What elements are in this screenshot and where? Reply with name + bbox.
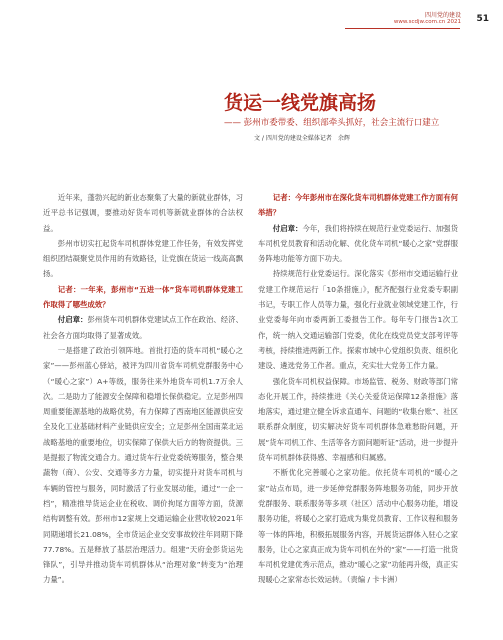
header-divider xyxy=(345,28,460,29)
interview-answer xyxy=(43,312,243,343)
answer-speaker-label: 付启章： xyxy=(272,223,303,233)
body-paragraph: 不断优化完善暖心之家功能。依托货车司机的“暖心之家”站点布局，进一步延伸党群服务阵地服务功能，同步开放党群服务、联系服务等多项（社区）活动中心服务功能，增设服务功能，将暖心之家打造成为集党员教育、工作议程和服务等一体的阵地，积极拓展服务内容，开展货运群体入驻心之家服务，让心之家真正成为货车司机在外的“家”——打造一批货车司机党建优秀示范点，推动“暖心之家”功能再升级，真正实现暖心之家常态长效运转。（责编 / 卡卡洲） xyxy=(258,468,458,585)
publication-url: www.scdjw.com.cn 2021 xyxy=(393,19,461,25)
article-title: 货运一线党旗高扬 xyxy=(224,92,377,114)
article-subtitle: —— 彭州市委带委、组织部牵头抓好，社会主流行口建立 xyxy=(224,118,440,128)
body-paragraph: 一是搭建了政治引领阵地。首批打造的货车司机“暖心之家”——彭州蓝心驿站，被评为四川省货车司机党群服务中心（“暖心之家”）A+等级，服务往来外地货车司机1.7万余人次。二是助力了能源安全保障和稳增长保供稳定。立足彭州四周重要能源基地的战略优势，有力保障了西南地区能源供应安全及化工业基础材料产业链供应安全；立足彭州全国南菜北运战略基地的重要地位，切实保障了保供大后方的物资提供。三是提振了物流交通合力。通过货车行业党委统筹服务，整合果蔬物（商）、公安、交通等多方力量，切实提升对货车司机与车辆的管控与服务，同时激活了行业发展动能，通过“一企一档”，精准推导货运企业在税收、调价拘尾方面等方面，货源结构调整有效。彭州市12家规上交通运输企业营收较2021年同期递增长21.08%，全市货运企业交安事故较往年同期下降77.78%。五是释放了基层治理活力。组建“天府金彭货运先锋队”，引导并推动货车司机群体从“治理对象”转变为“治理力量”。 xyxy=(43,345,243,585)
interview-question: 记者：今年彭州市在深化货车司机群体党建工作方面有何举措？ xyxy=(258,193,458,218)
body-paragraph: 强化货车司机权益保障。市场监管、税务、财政等部门常态化开展工作，持续推进《关心关爱货运保障12条措施》落地落实，通过建立健全诉求直通车、问题的“收集台账”、社区联系群众制度，切实解决好货车司机群体急难愁盼问题，开展“货车司机工作、生活等各方面问题听证”活动，进一步提升货车司机群体获得感、幸福感和归属感。 xyxy=(258,376,458,463)
interview-question: 记者：一年来，彭州市“五进一体”货车司机群体党建工作取得了哪些成效？ xyxy=(43,284,243,310)
answer-text: 彭州货车司机群体党建试点工作在政治、经济、社会各方面均取得了显著成效。 xyxy=(43,315,243,340)
left-column xyxy=(43,190,243,588)
page-number: 51 xyxy=(476,14,489,24)
right-column xyxy=(258,190,458,588)
answer-text: 今年，我们将持续在规范行业党委运行、加强货车司机党员教育和活动化解、优化货车司机“暖心之家”党群服务阵地功能等方面下功夫。 xyxy=(258,223,458,264)
publication-name: 四川党的建设 xyxy=(424,12,461,19)
body-paragraph: 持续规范行业党委运行。深化落实《彭州市交通运输行业党建工作规范运行「10条措施」》，配齐配强行业党委专职副书记，专职工作人员等力量，强化行业就业领域党建工作，行业党委每年向市委两新工委报告工作。每年专门报告1次工作，统一纳入交通运输部门党委，优化在线党员党支部考评等考核，持续推进两新工作。探索市域中心党组织负责、组织化建设、遴选党务工作者。重点，充实壮大党务工作力量。 xyxy=(258,269,458,371)
page-header xyxy=(0,8,503,52)
body-paragraph: 近年来，蓬勃兴起的新业态聚集了大量的新就业群体，习近平总书记强调，要推动好货车司机等新就业群体的合法权益。 xyxy=(43,193,243,233)
article-byline: 文 / 四川党的建设全媒体记者 余辉 xyxy=(254,135,350,142)
body-paragraph: 彭州市切实扛起货车司机群体党建工作任务，有效发挥党组织团结凝聚党员作用的有效路径，让党旗在货运一线高高飘扬。 xyxy=(43,238,243,279)
interview-answer xyxy=(258,221,458,267)
answer-speaker-label: 付启章： xyxy=(57,315,88,325)
